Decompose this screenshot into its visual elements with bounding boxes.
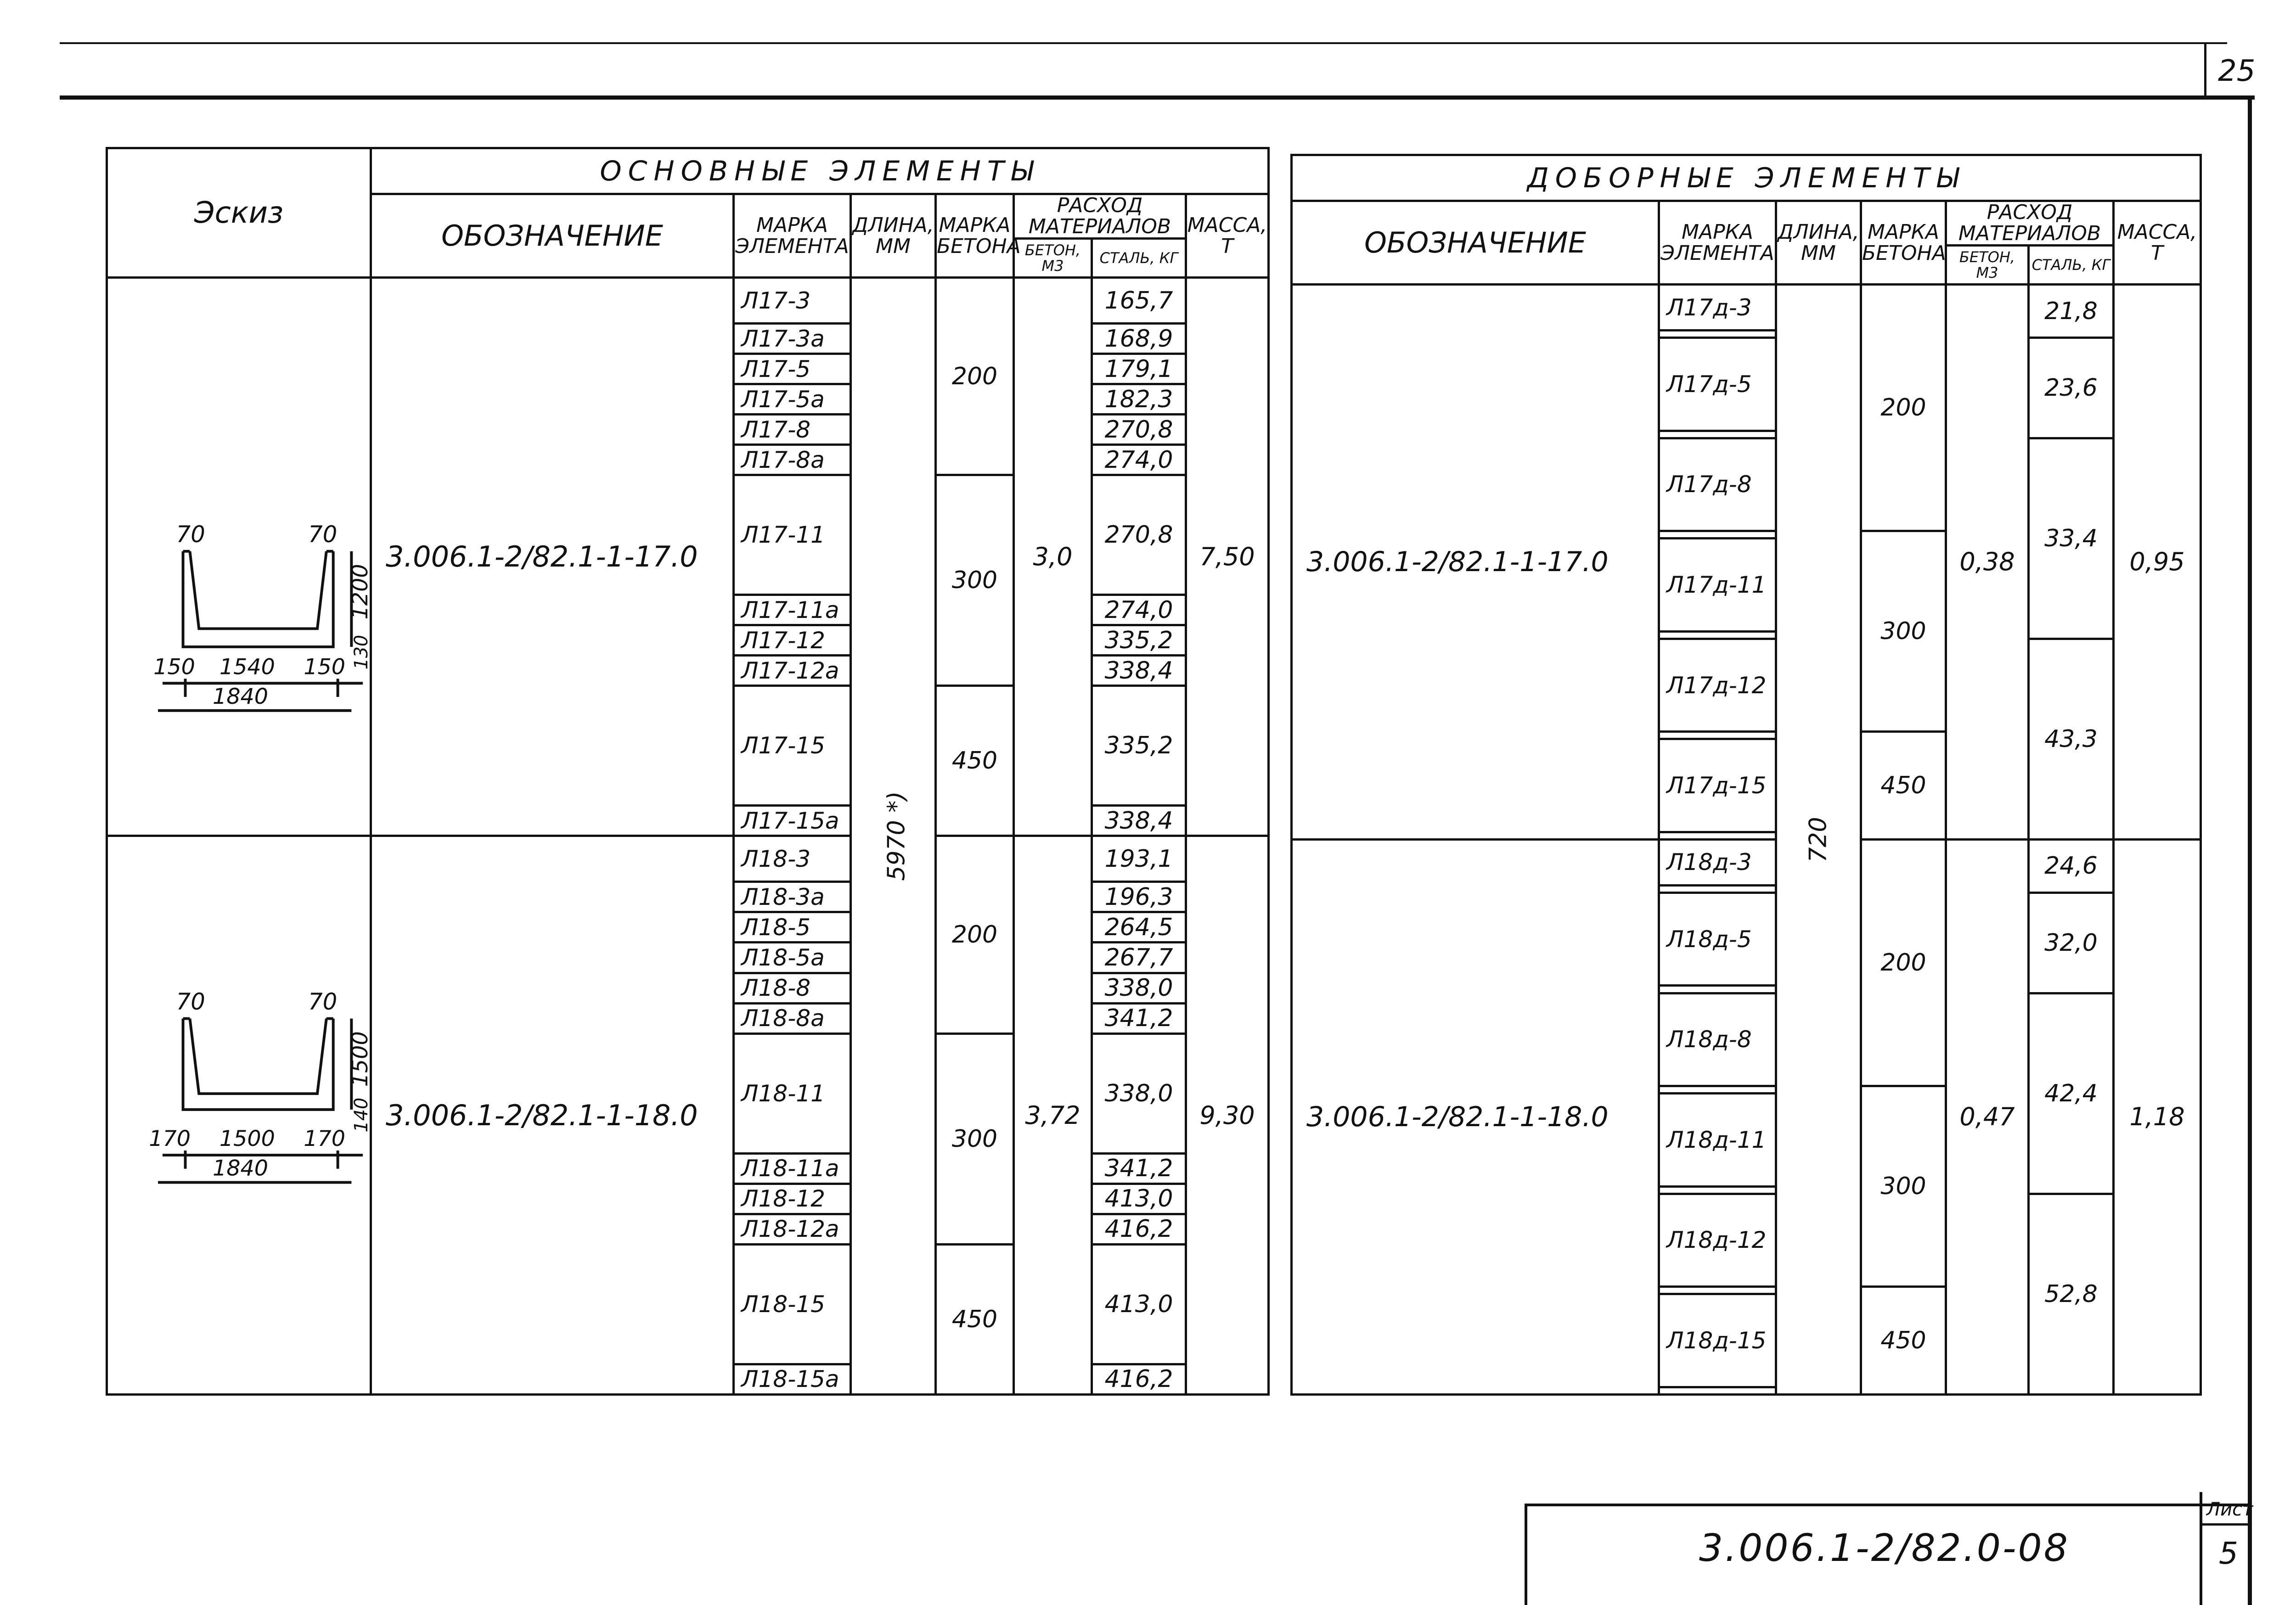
steel-cell: 43,3 [2029,639,2114,839]
sketch-dim-total: 1840 [213,1156,269,1182]
mark-cell [1659,531,1776,539]
concrete-volume-cell: 0,47 [1946,839,2029,1394]
stamp-left-line [1525,1504,1527,1605]
steel-cell: 42,4 [2029,993,2114,1194]
page-number-separator [2204,42,2206,99]
concrete-grade-header: МАРКА БЕТОНА [936,194,1014,278]
top-thick-line [60,95,2255,100]
mark-cell: Л17-11 [734,475,851,595]
mark-cell: Л18д-11 [1659,1094,1776,1187]
mark-cell: Л18-12 [734,1184,851,1214]
mark-cell [1659,885,1776,892]
steel-cell: 338,0 [1092,1033,1186,1153]
mark-cell: Л17-15а [734,806,851,836]
mark-cell: Л17-5 [734,354,851,384]
additional-elements-title: ДОБОРНЫЕ ЭЛЕМЕНТЫ [1292,155,2201,201]
mark-cell: Л18д-3 [1659,839,1776,885]
concrete-volume-cell: 3,0 [1014,278,1092,836]
grade-cell: 200 [936,836,1014,1033]
page-number: 25 [2218,54,2256,88]
mark-cell: Л17д-11 [1659,539,1776,632]
mark-cell: Л17-8а [734,445,851,475]
steel-cell: 413,0 [1092,1244,1186,1364]
stamp-sheet-label-line [2200,1523,2250,1526]
designation-cell: 3.006.1-2/82.1-1-17.0 [371,278,734,836]
mark-cell: Л17-12 [734,625,851,656]
sketch-dim-height: 1200 [348,564,373,620]
sketch-dim-top-left: 70 [176,521,205,548]
sheet-label: Лист [2206,1499,2253,1520]
sketch-dim-bottom: 130 [351,634,372,670]
mark-cell: Л18д-5 [1659,892,1776,986]
sketch-dim-height: 1500 [348,1031,373,1087]
mark-cell: Л18-5 [734,912,851,943]
sketch-dim-top-right: 70 [308,988,338,1016]
mark-cell: Л18-8а [734,1003,851,1033]
top-thin-line [60,42,2227,44]
sketch-header: Эскиз [107,148,371,278]
steel-cell: 193,1 [1092,836,1186,882]
main-elements-title: ОСНОВНЫЕ ЭЛЕМЕНТЫ [371,148,1269,194]
steel-cell: 165,7 [1092,278,1186,324]
steel-cell: 21,8 [2029,285,2114,338]
designation-cell: 3.006.1-2/82.1-1-17.0 [1292,285,1659,840]
steel-cell: 196,3 [1092,882,1186,912]
steel-cell: 270,8 [1092,475,1186,595]
mass-header: МАССА, Т [2114,201,2201,285]
steel-cell: 416,2 [1092,1214,1186,1244]
length-value: 720 [1804,816,1832,863]
grade-cell: 300 [1861,1086,1946,1287]
main-elements-table [106,147,1270,1396]
mark-cell: Л17д-3 [1659,285,1776,331]
mark-cell: Л17-3 [734,278,851,324]
steel-cell: 267,7 [1092,943,1186,973]
mass-cell: 7,50 [1186,278,1269,836]
stamp-sheet-separator [2200,1492,2202,1605]
steel-header: СТАЛЬ, КГ [1092,239,1186,278]
mark-cell: Л17д-15 [1659,739,1776,832]
steel-cell: 335,2 [1092,686,1186,806]
sketch-dim-inner: 1500 [219,1126,275,1152]
length-header: ДЛИНА, ММ [851,194,936,278]
concrete-volume-cell: 3,72 [1014,836,1092,1395]
mark-cell: Л18-11а [734,1153,851,1184]
mark-cell [1659,431,1776,438]
mark-cell: Л17д-5 [1659,338,1776,431]
steel-cell: 24,6 [2029,839,2114,892]
grade-cell: 300 [1861,531,1946,732]
mark-cell [1659,1186,1776,1194]
mark-cell [1659,1387,1776,1394]
designation-cell: 3.006.1-2/82.1-1-18.0 [1292,839,1659,1394]
mark-cell: Л17-11а [734,595,851,625]
grade-cell: 200 [1861,285,1946,531]
grade-cell: 450 [936,1244,1014,1394]
additional-elements-table [1290,154,2202,1396]
mark-cell: Л18-5а [734,943,851,973]
steel-cell: 182,3 [1092,384,1186,415]
mark-cell [1659,732,1776,739]
mark-cell: Л17-5а [734,384,851,415]
steel-cell: 32,0 [2029,892,2114,993]
sketch-dim-inner: 1540 [219,654,275,680]
mark-cell [1659,986,1776,993]
mass-cell: 0,95 [2114,285,2201,840]
grade-cell: 300 [936,475,1014,686]
grade-cell: 450 [1861,1287,1946,1395]
steel-cell: 274,0 [1092,595,1186,625]
mark-cell: Л18д-12 [1659,1194,1776,1287]
mark-header: МАРКА ЭЛЕМЕНТА [734,194,851,278]
mark-cell: Л18д-8 [1659,993,1776,1086]
mark-cell: Л17-12а [734,656,851,686]
steel-cell: 341,2 [1092,1153,1186,1184]
consumption-header: РАСХОД МАТЕРИАЛОВ [1014,194,1186,239]
mark-header: МАРКА ЭЛЕМЕНТА [1659,201,1776,285]
grade-cell: 200 [936,278,1014,475]
sketch-dim-total: 1840 [213,684,269,709]
sketch-dim-right: 150 [304,654,346,680]
steel-cell: 413,0 [1092,1184,1186,1214]
sketch-cell [107,278,371,836]
consumption-header: РАСХОД МАТЕРИАЛОВ [1946,201,2114,246]
sketch-dim-top-right: 70 [308,521,338,548]
steel-cell: 416,2 [1092,1364,1186,1394]
concrete-volume-header: БЕТОН, М3 [1014,239,1092,278]
mark-cell [1659,331,1776,338]
mark-cell: Л18-8 [734,973,851,1003]
sketch-dim-right: 170 [304,1126,346,1152]
mark-cell: Л17-8 [734,415,851,445]
steel-cell: 179,1 [1092,354,1186,384]
length-header: ДЛИНА, ММ [1776,201,1861,285]
sheet-number: 5 [2219,1536,2238,1571]
length-cell [851,278,936,1395]
length-cell [1776,285,1861,1395]
mark-cell: Л18д-15 [1659,1294,1776,1387]
mass-cell: 1,18 [2114,839,2201,1394]
mark-cell: Л18-12а [734,1214,851,1244]
mark-cell [1659,832,1776,839]
mark-cell: Л18-3 [734,836,851,882]
steel-cell: 23,6 [2029,338,2114,438]
sketch-dim-top-left: 70 [176,988,205,1016]
steel-cell: 264,5 [1092,912,1186,943]
channel-section-sketch [108,836,373,1392]
concrete-volume-header: БЕТОН, М3 [1946,246,2029,285]
designation-header: ОБОЗНАЧЕНИЕ [1292,201,1659,285]
mark-cell: Л18-15 [734,1244,851,1364]
steel-cell: 274,0 [1092,445,1186,475]
steel-cell: 270,8 [1092,415,1186,445]
steel-cell: 341,2 [1092,1003,1186,1033]
mark-cell [1659,1086,1776,1094]
designation-cell: 3.006.1-2/82.1-1-18.0 [371,836,734,1395]
sketch-dim-bottom: 140 [351,1098,372,1133]
concrete-volume-cell: 0,38 [1946,285,2029,840]
grade-cell: 450 [1861,732,1946,840]
steel-cell: 338,0 [1092,973,1186,1003]
document-code: 3.006.1-2/82.0-08 [1699,1526,2070,1570]
concrete-grade-header: МАРКА БЕТОНА [1861,201,1946,285]
right-frame-line [2248,95,2252,1605]
steel-cell: 338,4 [1092,806,1186,836]
mark-cell: Л18-3а [734,882,851,912]
steel-header: СТАЛЬ, КГ [2029,246,2114,285]
length-value: 5970 *) [883,791,911,881]
grade-cell: 450 [936,686,1014,836]
sketch-cell [107,836,371,1395]
mark-cell: Л18-15а [734,1364,851,1394]
steel-cell: 52,8 [2029,1194,2114,1394]
mark-cell: Л17д-8 [1659,438,1776,531]
grade-cell: 200 [1861,839,1946,1086]
steel-cell: 168,9 [1092,324,1186,354]
sketch-dim-left: 150 [153,654,195,680]
designation-header: ОБОЗНАЧЕНИЕ [371,194,734,278]
mark-cell: Л18-11 [734,1033,851,1153]
stamp-top-line [1525,1504,2250,1506]
mark-cell [1659,1287,1776,1294]
sketch-dim-left: 170 [149,1126,191,1152]
channel-section-sketch [108,278,373,834]
steel-cell: 33,4 [2029,438,2114,639]
mark-cell: Л17д-12 [1659,639,1776,732]
mass-cell: 9,30 [1186,836,1269,1395]
mark-cell: Л17-15 [734,686,851,806]
steel-cell: 335,2 [1092,625,1186,656]
mark-cell [1659,631,1776,639]
mark-cell: Л17-3а [734,324,851,354]
grade-cell: 300 [936,1033,1014,1244]
steel-cell: 338,4 [1092,656,1186,686]
mass-header: МАССА, Т [1186,194,1269,278]
